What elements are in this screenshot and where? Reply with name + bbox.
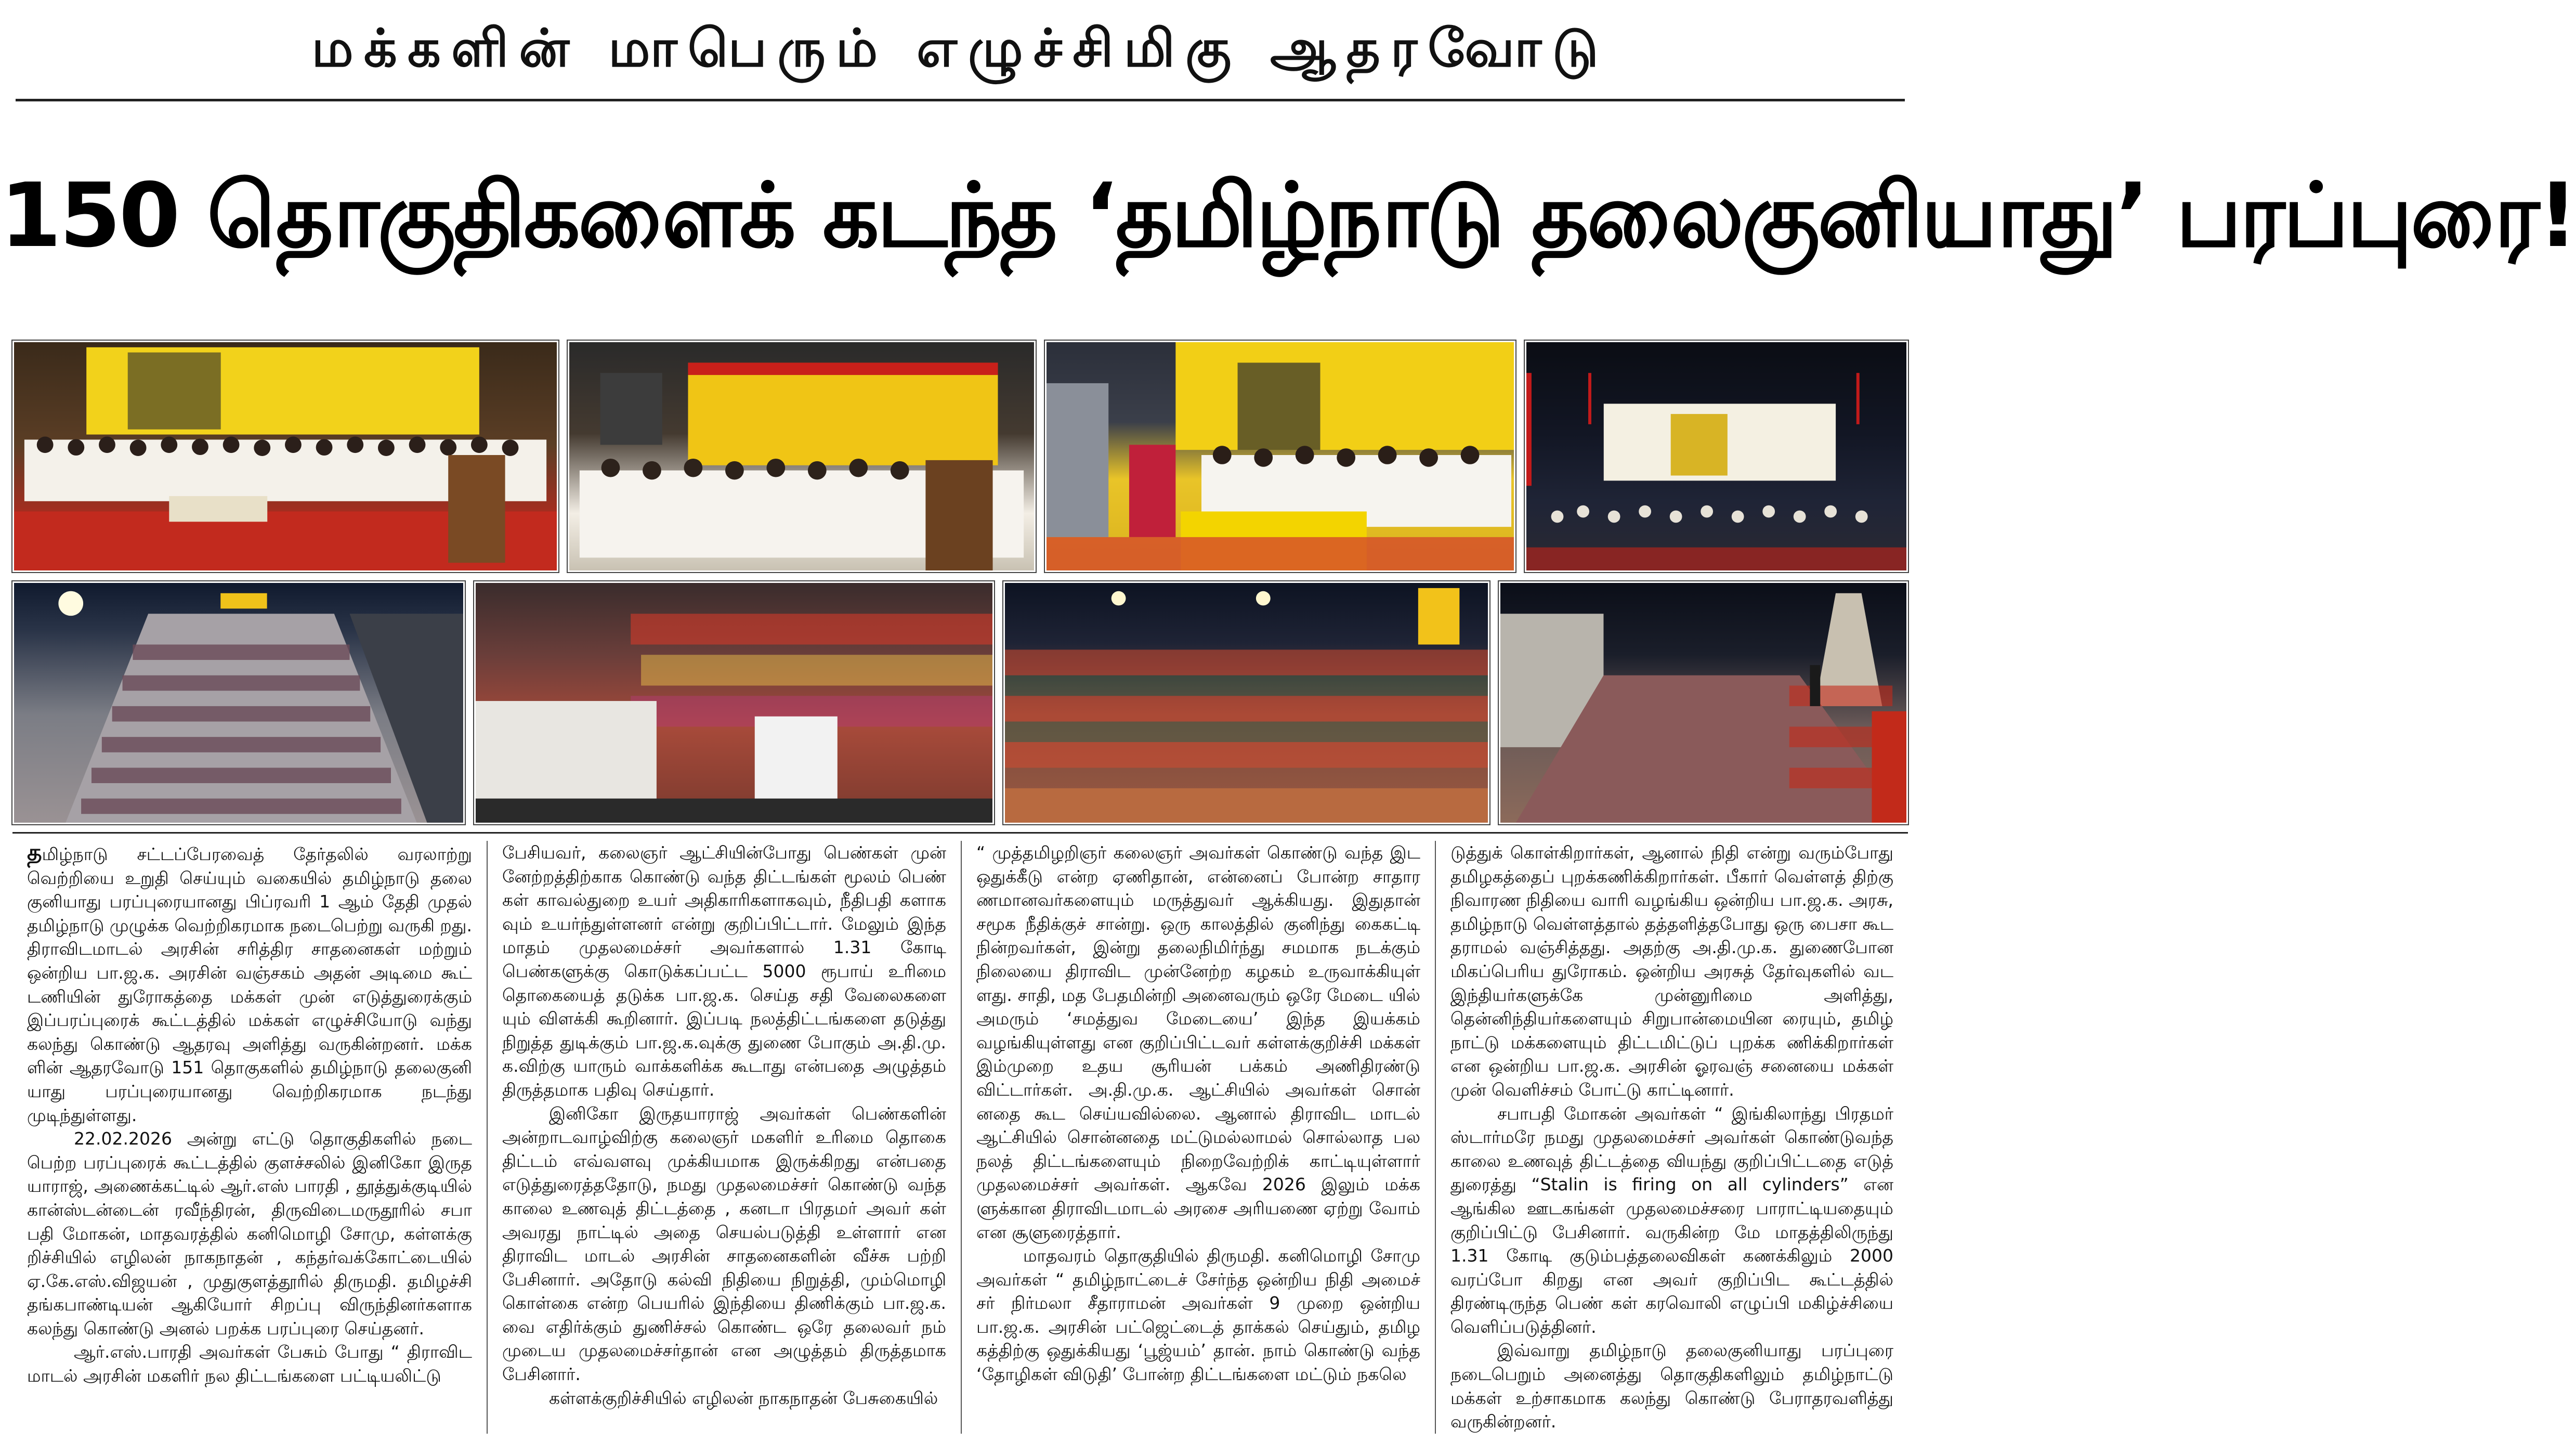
photo-stage-rally-1: [12, 341, 558, 572]
article-paragraph: இனிகோ இருதயாராஜ் அவர்கள் பெண்களின் அன்றாடவாழ்விற்கு கலைஞர் மகளிர் உரிமை தொகை திட்டம் எவ்வளவு முக்கியமாக இருக்கிறது என்பதை எடுத்துரைத்ததோடு, நமது முதலமைச்சர் கொண்டு வந்த காலை உணவுத் திட்டத்தை , கனடா பிரதமர் அவர் கள் அவரது நாட்டில் அதை செயல்படுத்தி உள்ளார் என திராவிட மாடல் அரசின் சாதனைகளின் வீச்சு பற்றி பேசினார். அதோடு கல்வி நிதியை நிறுத்தி, மும்மொழி கொள்கை என்ற பெயரில் இந்தியை திணிக்கும் பா.ஜ.க. வை எதிர்க்கும் துணிச்சல் கொண்ட ஒரே தலைவர் நம் முடைய முதலமைச்சர்தான் என அழுத்தம் திருத்தமாக பேசினார்.: [502, 1103, 946, 1385]
headline: 150 தொகுதிகளைக் கடந்த ‘தமிழ்நாடு தலைகுனியாது’ பரப்புரை!: [0, 164, 2576, 267]
photo-stage-rally-2: [568, 341, 1036, 572]
article-paragraph: தமிழ்நாடு சட்டப்பேரவைத் தேர்தலில் வரலாற்று வெற்றியை உறுதி செய்யும் வகையில் தமிழ்நாடு தலை குனியாது பரப்புரையானது பிப்ரவரி 1 ஆம் தேதி முதல் தமிழ்நாடு முழுக்க வெற்றிகரமாக நடைபெற்று வருகி றது. திராவிடமாடல் அரசின் சரித்திர சாதனைகள் மற்றும் ஒன்றிய பா.ஜ.க. அரசின் வஞ்சகம் அதன் அடிமை கூட் டணியின் துரோகத்தை மக்கள் முன் எடுத்துரைக்கும் இப்பரப்புரைக் கூட்டத்தில் மக்கள் எழுச்சியோடு வந்து கலந்து கொண்டு ஆதரவு அளித்து வருகின்றனர். மக்க ளின் ஆதரவோடு 151 தொகுகளில் தமிழ்நாடு தலைகுனி யாது பரப்புரையானது வெற்றிகரமாக நடந்து முடிந்துள்ளது.: [27, 839, 472, 1125]
drop-cap: த: [27, 839, 42, 866]
article-column-4: [1436, 841, 1908, 1439]
article-paragraph: “ முத்தமிழறிஞர் கலைஞர் அவர்கள் கொண்டு வந்த இட ஒதுக்கீடு என்ற ஏணிதான், என்னைப் போன்ற சாதார ணமானவர்களையும் மருத்துவர் ஆக்கியது. இதுதான் சமூக நீதிக்குச் சான்று. ஒரு காலத்தில் குனிந்து கைகட்டி நின்றவர்கள், இன்று தலைநிமிர்ந்து சமமாக நடக்கும் நிலையை திராவிட முன்னேற்ற கழகம் உருவாக்கியுள் ளது. சாதி, மத பேதமின்றி அனைவரும் ஒரே மேடை யில் அமரும் ‘சமத்துவ மேடையை’ இந்த இயக்கம் வழங்கியுள்ளது என குறிப்பிட்டவர் கள்ளக்குறிச்சி மக்கள் இம்முறை உதய சூரியன் பக்கம் அணிதிரண்டு விட்டார்கள். அ.தி.மு.க. ஆட்சியில் அவர்கள் சொன் னதை கூட செய்யவில்லை. ஆனால் திராவிட மாடல் ஆட்சியில் சொன்னதை மட்டுமல்லாமல் சொல்லாத பல நலத் திட்டங்களையும் நிறைவேற்றிக் காட்டியுள்ளார் முதலமைச்சர் அவர்கள். ஆகவே 2026 இலும் மக்க ளுக்கான திராவிடமாடல் அரசை அரியணை ஏற்று வோம் என சூளுரைத்தார்.: [976, 842, 1420, 1242]
article-paragraph: கள்ளக்குறிச்சியில் எழிலன் நாகநாதன் பேசுகையில்: [549, 1387, 938, 1408]
header-rule: [16, 99, 1905, 101]
article-paragraph: 22.02.2026 அன்று எட்டு தொகுதிகளில் நடை பெற்ற பரப்புரைக் கூட்டத்தில் குளச்சலில் இனிகோ இருத யாராஜ், அணைக்கட்டில் ஆர்.எஸ் பாரதி , தூத்துக்குடியில் கான்ஸ்டன்டைன் ரவீந்திரன், திருவிடைமருதூரில் சபா பதி மோகன், மாதவரத்தில் கனிமொழி சோமு, கள்ளக்கு றிச்சியில் எழிலன் நாகநாதன் , கந்தர்வக்கோட்டையில் ஏ.கே.எஸ்.விஜயன் , முதுகுளத்தூரில் திருமதி. தமிழச்சி தங்கபாண்டியன் ஆகியோர் சிறப்பு விருந்தினர்களாக கலந்து கொண்டு அனல் பறக்க பரப்புரை செய்தனர்.: [27, 1128, 472, 1339]
article-paragraph: பேசியவர், கலைஞர் ஆட்சியின்போது பெண்கள் முன் னேற்றத்திற்காக கொண்டு வந்த திட்டங்கள் மூலம் பெண் கள் காவல்துறை உயர் அதிகாரிகளாகவும், நீதிபதி களாக வும் உயர்ந்துள்ளனர் என்று குறிப்பிட்டார். மேலும் இந்த மாதம் முதலமைச்சர் அவர்களால் 1.31 கோடி பெண்களுக்கு கொடுக்கப்பட்ட 5000 ரூபாய் உரிமை தொகையைத் தடுக்க பா.ஜ.க. செய்த சதி வேலைகளை யும் விளக்கி கூறினார். இப்படி நலத்திட்டங்களை தடுத்து நிறுத்த துடிக்கும் பா.ஜ.க.வுக்கு துணை போகும் அ.தி.மு. க.விற்கு யாரும் வாக்களிக்க கூடாது என்பதை அழுத்தம் திருத்தமாக பதிவு செய்தார்.: [502, 842, 946, 1100]
article-body: [12, 832, 1908, 1443]
kicker-line: மக்களின் மாபெரும் எழுச்சிமிகு ஆதரவோடு: [311, 18, 1609, 79]
article-column-3: [962, 841, 1435, 1439]
article-paragraph: மாதவரம் தொகுதியில் திருமதி. கனிமொழி சோமு அவர்கள் “ தமிழ்நாட்டைச் சேர்ந்த ஒன்றிய நிதி அமைச் சர் நிர்மலா சீதாராமன் அவர்கள் 9 முறை ஒன்றிய பா.ஜ.க. அரசின் பட்ஜெட்டைத் தாக்கல் செய்தும், தமிழ கத்திற்கு ஒதுக்கியது ‘பூஜ்யம்’ தான். நாம் கொண்டு வந்த ‘தோழிகள் விடுதி’ போன்ற திட்டங்களை மட்டும் நகலெ: [976, 1245, 1420, 1385]
article-paragraph: இவ்வாறு தமிழ்நாடு தலைகுனியாது பரப்புரை நடைபெறும் அனைத்து தொகுதிகளிலும் தமிழ்நாட்டு மக்கள் உற்சாகமாக கலந்து கொண்டு பேராதரவளித்து வருகின்றனர்.: [1450, 1340, 1893, 1432]
article-paragraph: ஆர்.எஸ்.பாரதி அவர்கள் பேசும் போது “ திராவிட மாடல் அரசின் மகளிர் நல திட்டங்களை பட்டியலிட்டு: [27, 1342, 472, 1386]
photo-crowd-aerial-1: [12, 581, 465, 824]
photo-crowd-night-3: [1003, 581, 1489, 824]
article-paragraph: டுத்துக் கொள்கிறார்கள், ஆனால் நிதி என்று வரும்போது தமிழகத்தைப் புறக்கணிக்கிறார்கள். பீகார் வெள்ளத் திற்கு நிவாரண நிதியை வாரி வழங்கிய ஒன்றிய பா.ஜ.க. அரசு, தமிழ்நாடு வெள்ளத்தால் தத்தளித்தபோது ஒரு பைசா கூட தராமல் வஞ்சித்தது. அதற்கு அ.தி.மு.க. துணைபோன மிகப்பெரிய துரோகம். ஒன்றிய அரசுத் தேர்வுகளில் வட இந்தியர்களுக்கே முன்னுரிமை அளித்து, தென்னிந்தியர்களையும் சிறுபான்மையின ரையும், தமிழ் நாட்டு மக்களையும் திட்டமிட்டுப் புறக்க ணிக்கிறார்கள் என ஒன்றிய பா.ஜ.க. அரசின் ஓரவஞ் சனையை மக்கள் முன் வெளிச்சம் போட்டு காட்டினார்.: [1450, 842, 1893, 1100]
article-column-1: [12, 841, 487, 1439]
article-column-2: [488, 841, 961, 1439]
article-paragraph: சபாபதி மோகன் அவர்கள் “ இங்கிலாந்து பிரதமர் ஸ்டார்மரே நமது முதலமைச்சர் அவர்கள் கொண்டுவந்த காலை உணவுத் திட்டத்தை வியந்து குறிப்பிட்டதை எடுத் துரைத்து “Stalin is firing on all cylinders” என ஆங்கில ஊடகங்கள் முதலமைச்சரை பாராட்டியதையும் குறிப்பிட்டு பேசினார். வருகின்ற மே மாதத்திலிருந்து 1.31 கோடி குடும்பத்தலைவிகள் கணக்கிலும் 2000 வரப்போ கிறது என அவர் குறிப்பிட கூட்டத்தில் திரண்டிருந்த பெண் கள் கரவொலி எழுப்பி மகிழ்ச்சியை வெளிப்படுத்தினர்.: [1450, 1103, 1893, 1337]
photo-crowd-temple-4: [1499, 581, 1908, 824]
photo-stage-rally-3: [1045, 341, 1515, 572]
photo-strip: [12, 341, 1908, 824]
photo-stage-rally-4: [1525, 341, 1908, 572]
photo-crowd-women-2: [474, 581, 994, 824]
